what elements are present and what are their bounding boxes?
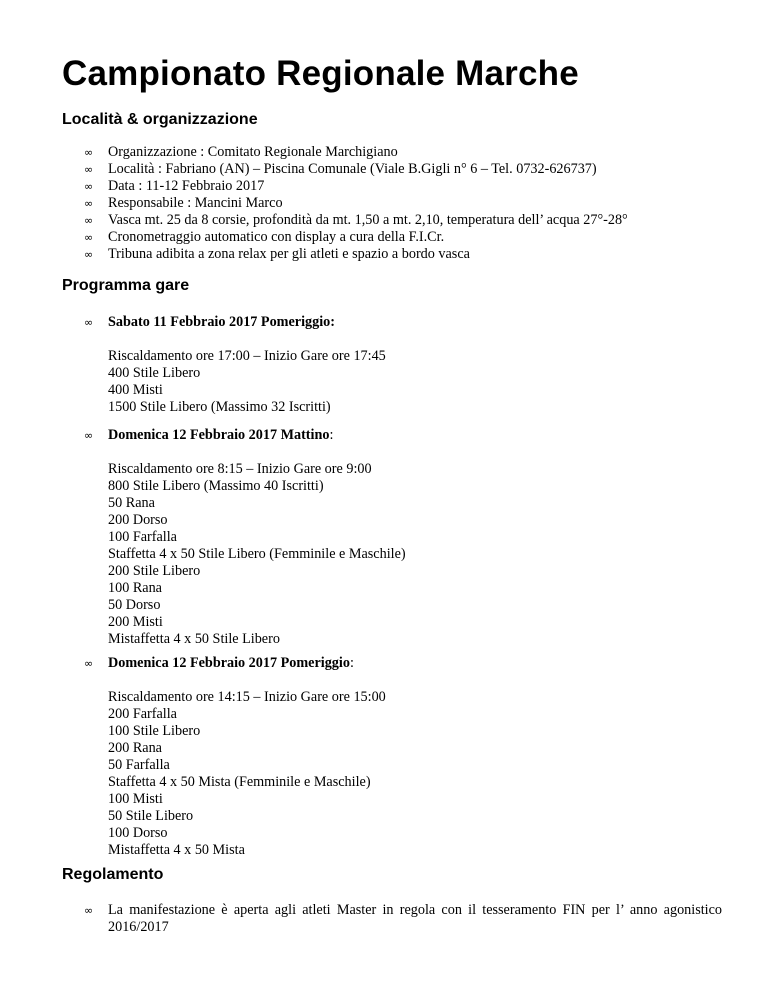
list-item: ∞ Responsabile : Mancini Marco	[84, 195, 283, 211]
list-item: ∞ La manifestazione è aperta agli atleti Master in regola con il tesseramento FIN per l’ anno agonistico 2016/2017	[84, 902, 722, 935]
session-title: Domenica 12 Febbraio 2017 Mattino	[108, 427, 330, 443]
list-item: ∞ Cronometraggio automatico con display a cura della F.I.Cr.	[84, 229, 445, 245]
list-item: 400 Stile Libero	[108, 365, 201, 381]
list-item: 50 Stile Libero	[108, 808, 194, 824]
session-title: Sabato 11 Febbraio 2017 Pomeriggio:	[108, 314, 335, 330]
list-item: 800 Stile Libero (Massimo 40 Iscritti)	[108, 478, 324, 494]
bullet-icon: ∞	[84, 657, 94, 670]
bullet-icon: ∞	[84, 231, 94, 244]
list-item: Mistaffetta 4 x 50 Stile Libero	[108, 631, 280, 647]
list-item: Mistaffetta 4 x 50 Mista	[108, 842, 245, 858]
list-item: 200 Misti	[108, 614, 163, 630]
session-saturday-afternoon	[62, 314, 722, 416]
list-item: Staffetta 4 x 50 Stile Libero (Femminile e Maschile)	[108, 546, 406, 562]
session-sunday-morning: ∞ Domenica 12 Febbraio 2017 Mattino: Riscaldamento ore 8:15 – Inizio Gare ore 9:00 800 Stile Libero (Massimo 40 Iscritti) 50 Rana 200 Dorso 100 Farfalla Staffetta 4 x 50 Stile Libero (Femminile e Maschile) 200 Stile Libero 100 Rana 50 Dorso 200 Misti Mistaffetta 4 x 50 Stile Libero	[62, 427, 722, 648]
session-sunday-afternoon: ∞ Domenica 12 Febbraio 2017 Pomeriggio: Riscaldamento ore 14:15 – Inizio Gare ore 15:00 200 Farfalla 100 Stile Libero 200 Rana 50 Farfalla Staffetta 4 x 50 Mista (Femminile e Maschile) 100 Misti 50 Stile Libero 100 Dorso Mistaffetta 4 x 50 Mista	[62, 655, 722, 859]
bullet-icon: ∞	[84, 146, 94, 159]
regolamento-list	[62, 902, 722, 936]
list-item: 100 Stile Libero	[108, 723, 201, 739]
bullet-icon: ∞	[84, 197, 94, 210]
list-item: 100 Misti	[108, 791, 163, 807]
localita-list	[62, 144, 628, 263]
list-item: Riscaldamento ore 8:15 – Inizio Gare ore 9:00	[108, 461, 372, 477]
bullet-icon: ∞	[84, 180, 94, 193]
event-list	[62, 461, 722, 648]
list-item: 50 Dorso	[108, 597, 161, 613]
list-item: ∞ Vasca mt. 25 da 8 corsie, profondità da mt. 1,50 a mt. 2,10, temperatura dell’ acqua 27°-28°	[84, 212, 628, 228]
list-item: ∞ Data : 11-12 Febbraio 2017	[84, 178, 265, 194]
list-item: 100 Dorso	[108, 825, 168, 841]
list-item: Staffetta 4 x 50 Mista (Femminile e Maschile)	[108, 774, 371, 790]
bullet-icon: ∞	[84, 214, 94, 227]
bullet-icon: ∞	[84, 163, 94, 176]
heading-programma: Programma gare	[62, 277, 190, 294]
event-list	[62, 348, 722, 416]
session-title: Domenica 12 Febbraio 2017 Pomeriggio	[108, 655, 350, 671]
list-item: 200 Dorso	[108, 512, 168, 528]
event-list	[62, 689, 722, 859]
list-item: 400 Misti	[108, 382, 163, 398]
bullet-icon: ∞	[84, 248, 94, 261]
bullet-icon: ∞	[84, 429, 94, 442]
list-item: 50 Farfalla	[108, 757, 170, 773]
list-item: Riscaldamento ore 14:15 – Inizio Gare ore 15:00	[108, 689, 386, 705]
bullet-icon: ∞	[84, 316, 94, 329]
list-item: 100 Farfalla	[108, 529, 177, 545]
document-title: Campionato Regionale Marche	[62, 54, 579, 93]
list-item: 200 Rana	[108, 740, 162, 756]
list-item: 200 Stile Libero	[108, 563, 201, 579]
list-item: Riscaldamento ore 17:00 – Inizio Gare ore 17:45	[108, 348, 386, 364]
list-item: ∞ Località : Fabriano (AN) – Piscina Comunale (Viale B.Gigli n° 6 – Tel. 0732-626737)	[84, 161, 597, 177]
list-item: ∞ Organizzazione : Comitato Regionale Marchigiano	[84, 144, 398, 160]
list-item: 200 Farfalla	[108, 706, 177, 722]
bullet-icon: ∞	[84, 904, 94, 917]
list-item: ∞ Tribuna adibita a zona relax per gli atleti e spazio a bordo vasca	[84, 246, 470, 262]
heading-regolamento: Regolamento	[62, 866, 164, 883]
list-item: 50 Rana	[108, 495, 155, 511]
heading-localita: Località & organizzazione	[62, 111, 258, 128]
list-item: 1500 Stile Libero (Massimo 32 Iscritti)	[108, 399, 331, 415]
list-item: 100 Rana	[108, 580, 162, 596]
